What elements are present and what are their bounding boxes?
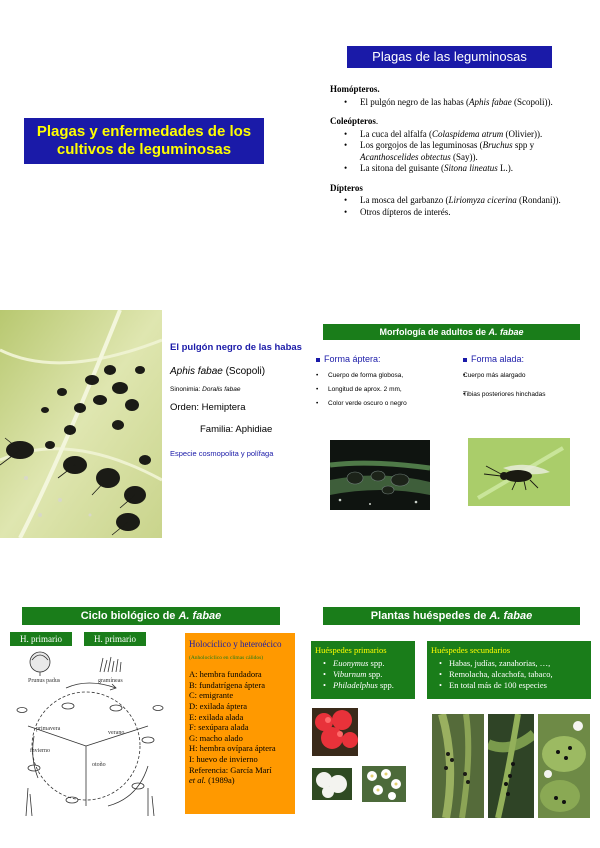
slide1-title-text: Plagas y enfermedades de los cultivos de leguminosas: [36, 123, 252, 158]
diagram-label-gramineas: gramíneas: [98, 678, 123, 684]
species-info: [170, 342, 315, 458]
list-item: • Viburnum spp.: [311, 669, 415, 680]
group-title: Dípteros: [330, 182, 363, 193]
species-synonym: Sinonimia: Doralis fabae: [170, 386, 241, 393]
bean-stem-photo: [488, 714, 534, 818]
apterous-form: [316, 354, 456, 414]
legend-reference: et al. (1989a): [189, 775, 235, 786]
primary-hosts-panel: [311, 641, 415, 699]
euonymus-photo: [312, 708, 358, 756]
aphid-colony-photo: [0, 310, 162, 538]
legend-row: G: macho alado: [189, 732, 243, 743]
primary-host-label-left: H. primario: [10, 632, 72, 646]
species-family: Familia: Aphidiae: [200, 424, 273, 435]
list-item: • Otros dípteros de interés.: [330, 207, 592, 219]
primary-host-label-right: H. primario: [84, 632, 146, 646]
primary-hosts-title: Huéspedes primarios: [315, 645, 387, 655]
leaf-aphids-photo: [538, 714, 590, 818]
life-cycle-diagram: [8, 648, 180, 820]
list-item: • Euonymus spp.: [311, 658, 415, 669]
list-item: • Cuerpo más alargado: [463, 372, 593, 379]
list-item: • Longitud de aprox. 2 mm,: [316, 386, 456, 393]
group-coleoptera: [330, 116, 592, 175]
secondary-hosts-title: Huéspedes secundarios: [431, 645, 511, 655]
morphology-header: Morfología de adultos de A. fabae: [323, 324, 580, 340]
group-title: Coleópteros.: [330, 116, 379, 126]
pests-list: [330, 84, 592, 226]
list-item: • La mosca del garbanzo (Liriomyza cicerina (Rondani)).: [330, 195, 592, 207]
diagram-label-prunus: Prunus padus: [28, 678, 61, 684]
diagram-label-otono: otoño: [92, 762, 106, 768]
philadelphus-photo: [362, 766, 406, 802]
legend-row: Referencia: García Marí: [189, 764, 272, 775]
list-item: • La cuca del alfalfa (Colaspidema atrum (Olivier)).: [330, 129, 592, 141]
cycle-legend-note: (Anholocíclico en climas cálidos): [189, 654, 264, 661]
diagram-label-verano: verano: [108, 730, 125, 736]
list-item: • La sitona del guisante (Sitona lineatus L.).: [330, 163, 592, 175]
legend-row: B: fundatrígena áptera: [189, 679, 265, 690]
list-item: • Habas, judías, zanahorias, …,: [427, 658, 591, 669]
diagram-label-primavera: primavera: [36, 726, 61, 732]
list-item: • Los gorgojos de las leguminosas (Bruchus spp y Acanthoscelides obtectus (Say)).: [330, 140, 592, 163]
list-item: • Color verde oscuro o negro: [316, 400, 456, 407]
alate-title: Forma alada:: [463, 354, 593, 364]
cycle-header: Ciclo biológico de A. fabae: [22, 607, 280, 625]
cycle-legend: [185, 633, 295, 814]
cycle-legend-title: Holocíclico y heteroécico: [189, 639, 282, 649]
list-item: • Cuerpo de forma globosa,: [316, 372, 456, 379]
apterous-photo: [330, 440, 430, 510]
legend-row: I: huevo de invierno: [189, 753, 258, 764]
secondary-hosts-panel: [427, 641, 591, 699]
slide1-title: [24, 118, 264, 164]
bean-pod-photo: [432, 714, 484, 818]
legend-row: A: hembra fundadora: [189, 669, 262, 680]
alate-form: [463, 354, 593, 405]
group-homoptera: [330, 84, 592, 108]
diagram-label-invierno: invierno: [30, 748, 50, 754]
legend-row: E: exilada alada: [189, 711, 244, 722]
alate-photo: [468, 438, 570, 506]
list-item: • Philadelphus spp.: [311, 680, 415, 691]
list-item: • En total más de 100 especies: [427, 680, 591, 691]
species-distribution: Especie cosmopolita y polífaga: [170, 449, 274, 458]
list-item: • Remolacha, alcachofa, tabaco,: [427, 669, 591, 680]
species-title: El pulgón negro de las habas: [170, 342, 302, 353]
legend-row: H: hembra ovípara áptera: [189, 743, 276, 754]
species-scientific-name: Aphis fabae (Scopoli): [170, 366, 266, 377]
list-item: • Tibias posteriores hinchadas: [463, 391, 593, 398]
apterous-title: Forma áptera:: [316, 354, 456, 364]
group-title: Homópteros.: [330, 84, 380, 94]
list-item: • El pulgón negro de las habas (Aphis fabae (Scopoli)).: [330, 97, 592, 109]
hosts-header: Plantas huéspedes de A. fabae: [323, 607, 580, 625]
group-diptera: [330, 183, 592, 219]
legend-row: D: exilada áptera: [189, 700, 248, 711]
legend-row: C: emigrante: [189, 690, 234, 701]
pests-header: Plagas de las leguminosas: [347, 46, 552, 68]
viburnum-photo: [312, 768, 352, 800]
species-order: Orden: Hemiptera: [170, 402, 246, 413]
legend-row: F: sexúpara alada: [189, 722, 249, 733]
